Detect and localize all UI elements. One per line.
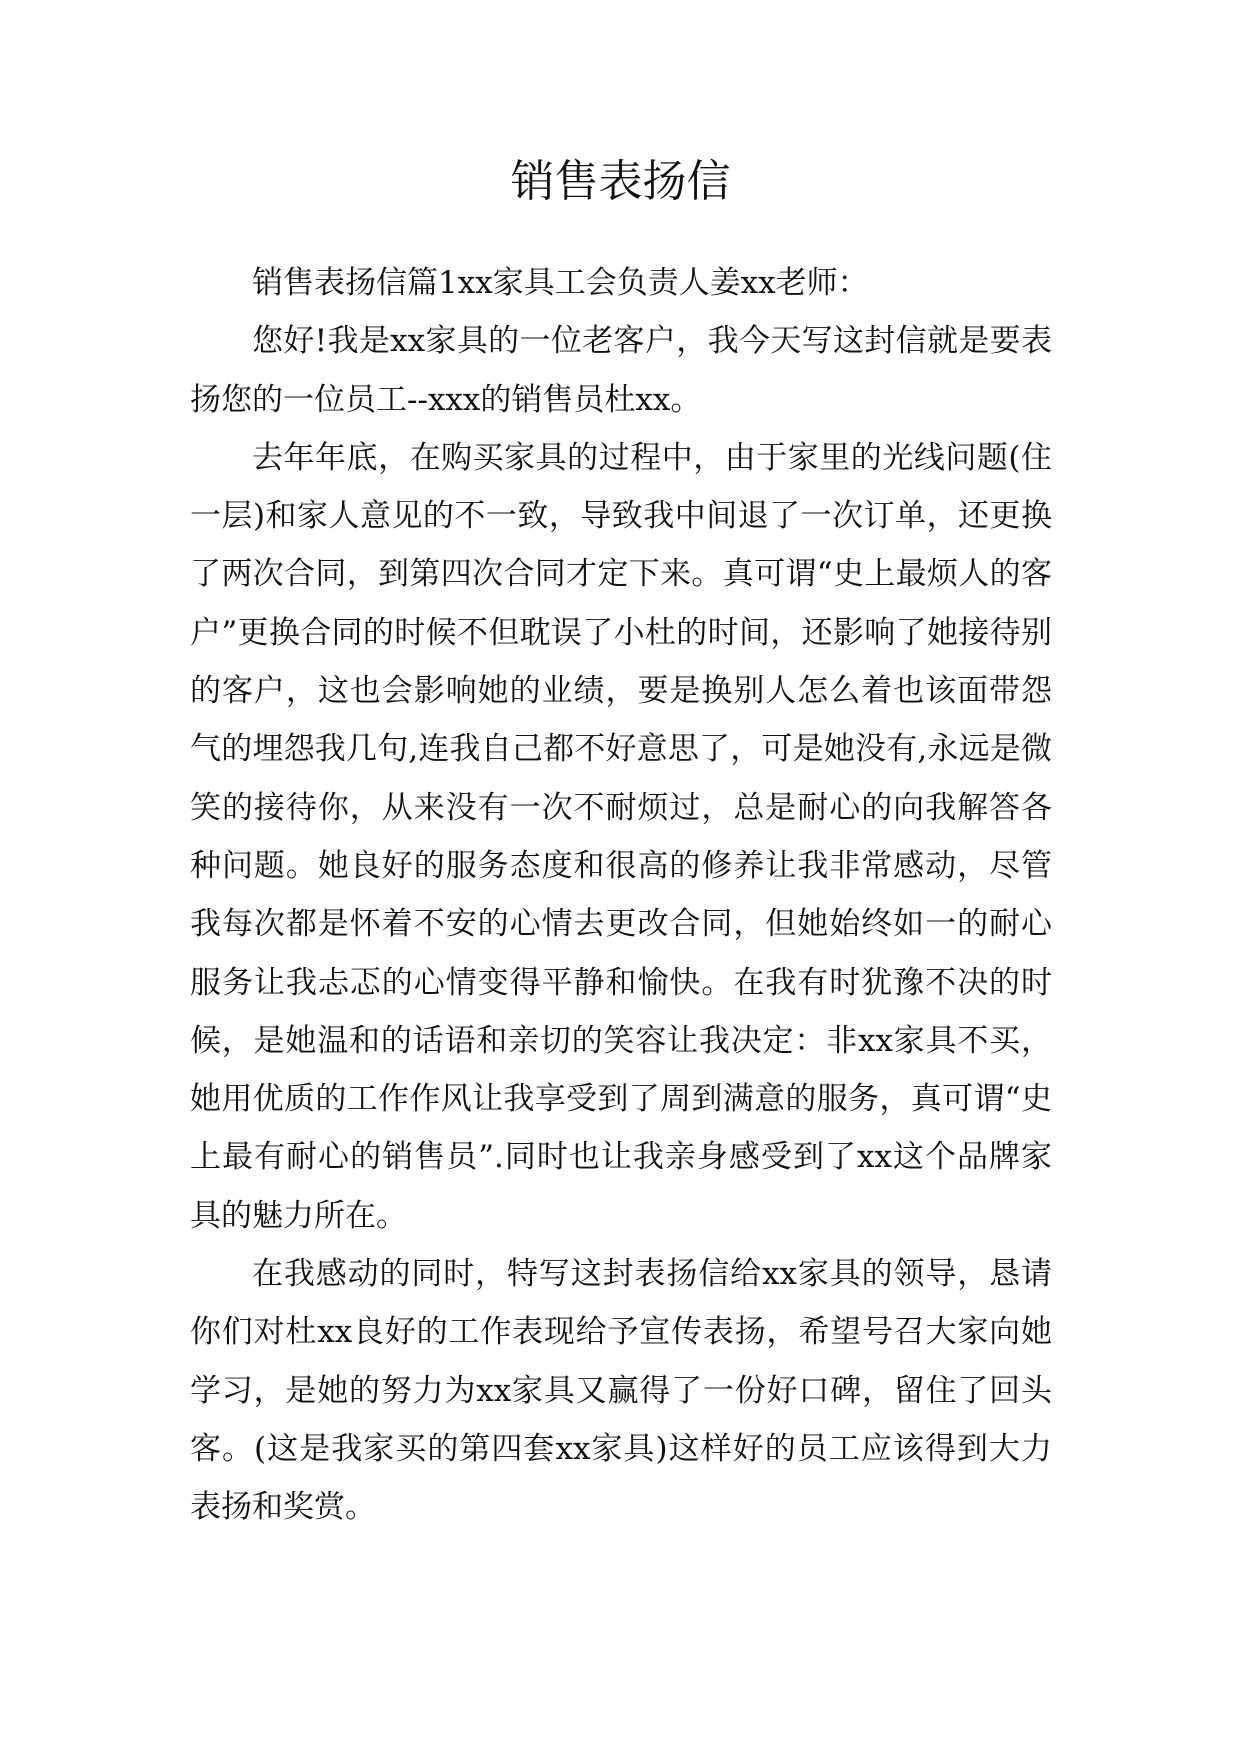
page-title: 销售表扬信 bbox=[510, 156, 731, 207]
salutation-paragraph: 销售表扬信篇1xx家具工会负责人姜xx老师： bbox=[252, 265, 869, 301]
greeting-paragraph: 您好!我是xx家具的一位老客户，我今天写这封信就是要表扬您的一位员工--xxx的销售员杜xx。 bbox=[190, 323, 1052, 418]
closing-paragraph: 在我感动的同时，特写这封表扬信给xx家具的领导，恳请你们对杜xx良好的工作表现给予宣传表扬，希望号召大家向她学习，是她的努力为xx家具又赢得了一份好口碑，留住了回头客。(这是我家买的第四套xx家具)这样好的员工应该得到大力表扬和奖赏。 bbox=[190, 1256, 1052, 1526]
letter-body bbox=[190, 254, 1052, 1537]
story-paragraph: 去年年底，在购买家具的过程中，由于家里的光线问题(住一层)和家人意见的不一致，导致我中间退了一次订单，还更换了两次合同，到第四次合同才定下来。真可谓“史上最烦人的客户”更换合同的时候不但耽误了小杜的时间，还影响了她接待别的客户，这也会影响她的业绩，要是换别人怎么着也该面带怨气的埋怨我几句,连我自己都不好意思了，可是她没有,永远是微笑的接待你，从来没有一次不耐烦过，总是耐心的向我解答各种问题。她良好的服务态度和很高的修养让我非常感动，尽管我每次都是怀着不安的心情去更改合同，但她始终如一的耐心服务让我忐忑的心情变得平静和愉快。在我有时犹豫不决的时候，是她温和的话语和亲切的笑容让我决定：非xx家具不买，她用优质的工作作风让我享受到了周到满意的服务，真可谓“史上最有耐心的销售员”.同时也让我亲身感受到了xx这个品牌家具的魅力所在。 bbox=[190, 439, 1052, 1234]
